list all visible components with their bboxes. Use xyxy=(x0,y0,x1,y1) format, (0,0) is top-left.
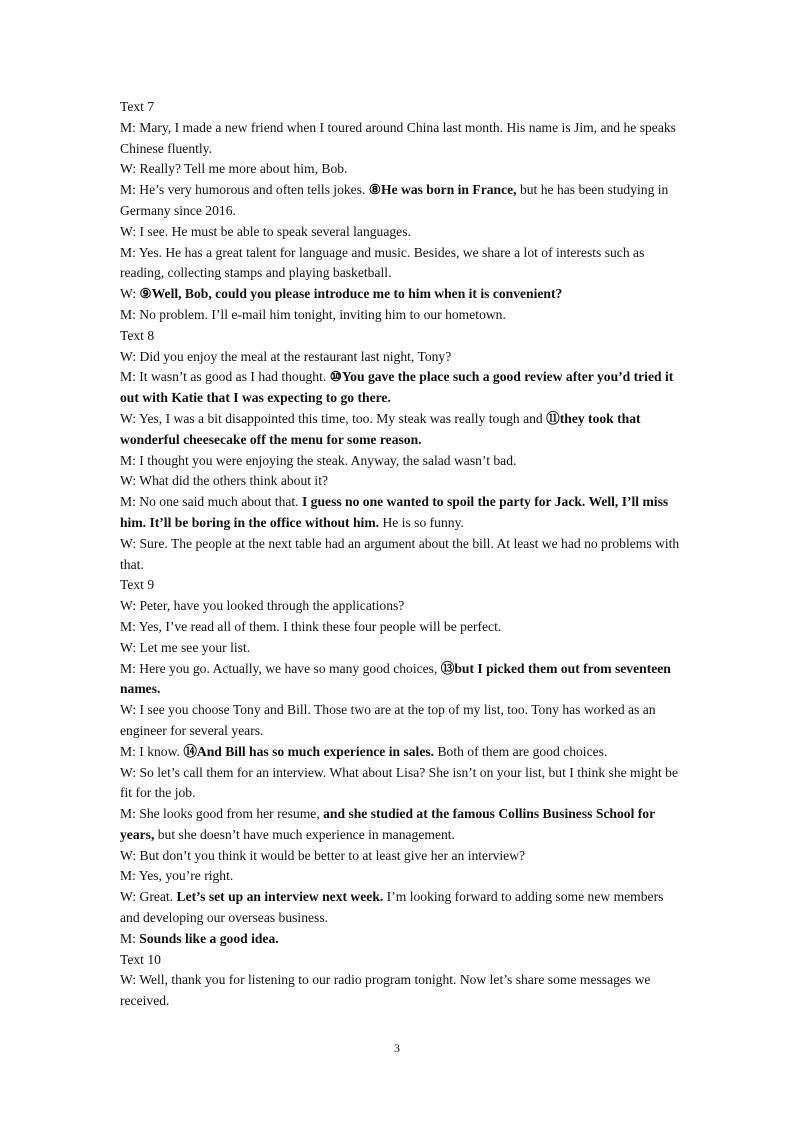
dialogue-line xyxy=(120,305,680,326)
dialogue-line xyxy=(120,471,680,492)
emphasized-text: ⑧He was born in France, xyxy=(368,182,517,198)
text-segment: M: She looks good from her resume, xyxy=(120,806,324,822)
text-segment: W: xyxy=(120,286,140,302)
emphasized-text: Let’s set up an interview next week. xyxy=(176,889,384,905)
text-segment: W: Well, thank you for listening to our radio program tonight. Now let’s share some messages we received. xyxy=(120,972,651,1009)
text-segment: M: He’s very humorous and often tells jokes. xyxy=(120,182,369,198)
text-segment: W: Let me see your list. xyxy=(120,639,251,655)
text-segment: Text 8 xyxy=(120,327,155,343)
emphasized-text: ⑪they took that wonderful cheesecake off the menu for some reason. xyxy=(120,410,641,447)
dialogue-line xyxy=(120,180,680,222)
emphasized-text: and she studied at the famous Collins Business School for years, xyxy=(120,806,655,842)
text-segment: M: No problem. I’ll e-mail him tonight, inviting him to our hometown. xyxy=(120,306,506,322)
dialogue-line xyxy=(120,638,680,659)
dialogue-line xyxy=(120,742,680,763)
text-segment: M: I thought you were enjoying the steak. Anyway, the salad wasn’t bad. xyxy=(120,452,517,468)
text-segment: M: Here you go. Actually, we have so many good choices, xyxy=(120,660,441,676)
dialogue-line xyxy=(120,347,680,368)
text-segment: M: Yes, I’ve read all of them. I think these four people will be perfect. xyxy=(120,618,502,634)
text-segment: W: Yes, I was a bit disappointed this time, too. My steak was really tough and xyxy=(120,410,547,426)
dialogue-line xyxy=(120,284,680,305)
dialogue-line xyxy=(120,617,680,638)
dialogue-line xyxy=(120,846,680,867)
text-segment: Text 7 xyxy=(120,99,155,114)
text-segment: M: Yes, you’re right. xyxy=(120,868,234,884)
text-segment: Text 9 xyxy=(120,577,155,593)
text-segment: W: I see you choose Tony and Bill. Those two are at the top of my list, too. Tony has worked as an engineer for several years. xyxy=(120,702,656,738)
dialogue-line xyxy=(120,596,680,617)
text-segment: W: What did the others think about it? xyxy=(120,473,329,489)
text-segment: W: But don’t you think it would be better to at least give her an interview? xyxy=(120,847,526,863)
text-segment: Both of them are good choices. xyxy=(434,743,608,759)
dialogue-line xyxy=(120,763,680,805)
text-segment: W: Did you enjoy the meal at the restaurant last night, Tony? xyxy=(120,348,452,364)
text-segment: W: So let’s call them for an interview. What about Lisa? She isn’t on your list, but I think she might be fit for the job. xyxy=(120,764,678,801)
text-segment: W: Great. xyxy=(120,889,177,905)
dialogue-line xyxy=(120,451,680,472)
dialogue-line xyxy=(120,866,680,887)
dialogue-line xyxy=(120,534,680,576)
dialogue-line xyxy=(120,243,680,285)
text-segment: Text 10 xyxy=(120,951,161,967)
dialogue-line xyxy=(120,887,680,929)
section-heading xyxy=(120,575,680,596)
text-segment: W: Sure. The people at the next table had an argument about the bill. At least we had no problems with that. xyxy=(120,535,680,572)
dialogue-line xyxy=(120,700,680,742)
text-segment: M: I know. xyxy=(120,743,184,759)
dialogue-line xyxy=(120,409,680,451)
dialogue-line xyxy=(120,804,680,846)
dialogue-line xyxy=(120,159,680,180)
emphasized-text: I guess no one wanted to spoil the party for Jack. Well, I’ll miss him. It’ll be boring in the office without him. xyxy=(120,494,669,530)
page-number: 3 xyxy=(394,1041,400,1055)
text-segment: W: Peter, have you looked through the applications? xyxy=(120,598,405,614)
dialogue-line xyxy=(120,118,680,160)
dialogue-line xyxy=(120,492,680,534)
dialogue-line xyxy=(120,367,680,409)
text-segment: He is so funny. xyxy=(379,514,464,530)
text-segment: M: Yes. He has a great talent for language and music. Besides, we share a lot of interests such as reading, collecting stamps and playing basketball. xyxy=(120,244,645,281)
emphasized-text: ⑩You gave the place such a good review after you’d tried it out with Katie that I was expecting to go there. xyxy=(120,369,674,406)
text-segment: I’m looking forward to adding some new members and developing our overseas business. xyxy=(120,889,664,926)
text-segment: W: I see. He must be able to speak several languages. xyxy=(120,223,411,239)
dialogue-line xyxy=(120,222,680,243)
text-segment: W: Really? Tell me more about him, Bob. xyxy=(120,161,348,177)
text-segment: M: No one said much about that. xyxy=(120,494,302,510)
section-heading xyxy=(120,950,680,971)
transcript-body xyxy=(120,97,680,1012)
dialogue-line xyxy=(120,659,680,701)
section-heading xyxy=(120,326,680,347)
emphasized-text: Sounds like a good idea. xyxy=(139,930,279,946)
section-heading xyxy=(120,97,680,118)
text-segment: M: It wasn’t as good as I had thought. xyxy=(120,369,330,385)
dialogue-line xyxy=(120,929,680,950)
text-segment: but he has been studying in Germany since 2016. xyxy=(120,182,669,218)
text-segment: M: xyxy=(120,930,140,946)
text-segment: M: Mary, I made a new friend when I toured around China last month. His name is Jim, and he speaks Chinese fluently. xyxy=(120,119,676,156)
emphasized-text: ⑨Well, Bob, could you please introduce me to him when it is convenient? xyxy=(139,286,563,302)
emphasized-text: ⑭And Bill has so much experience in sales. xyxy=(183,743,435,759)
text-segment: but she doesn’t have much experience in management. xyxy=(154,826,455,842)
dialogue-line xyxy=(120,970,680,1012)
emphasized-text: ⑬but I picked them out from seventeen names. xyxy=(120,660,671,697)
